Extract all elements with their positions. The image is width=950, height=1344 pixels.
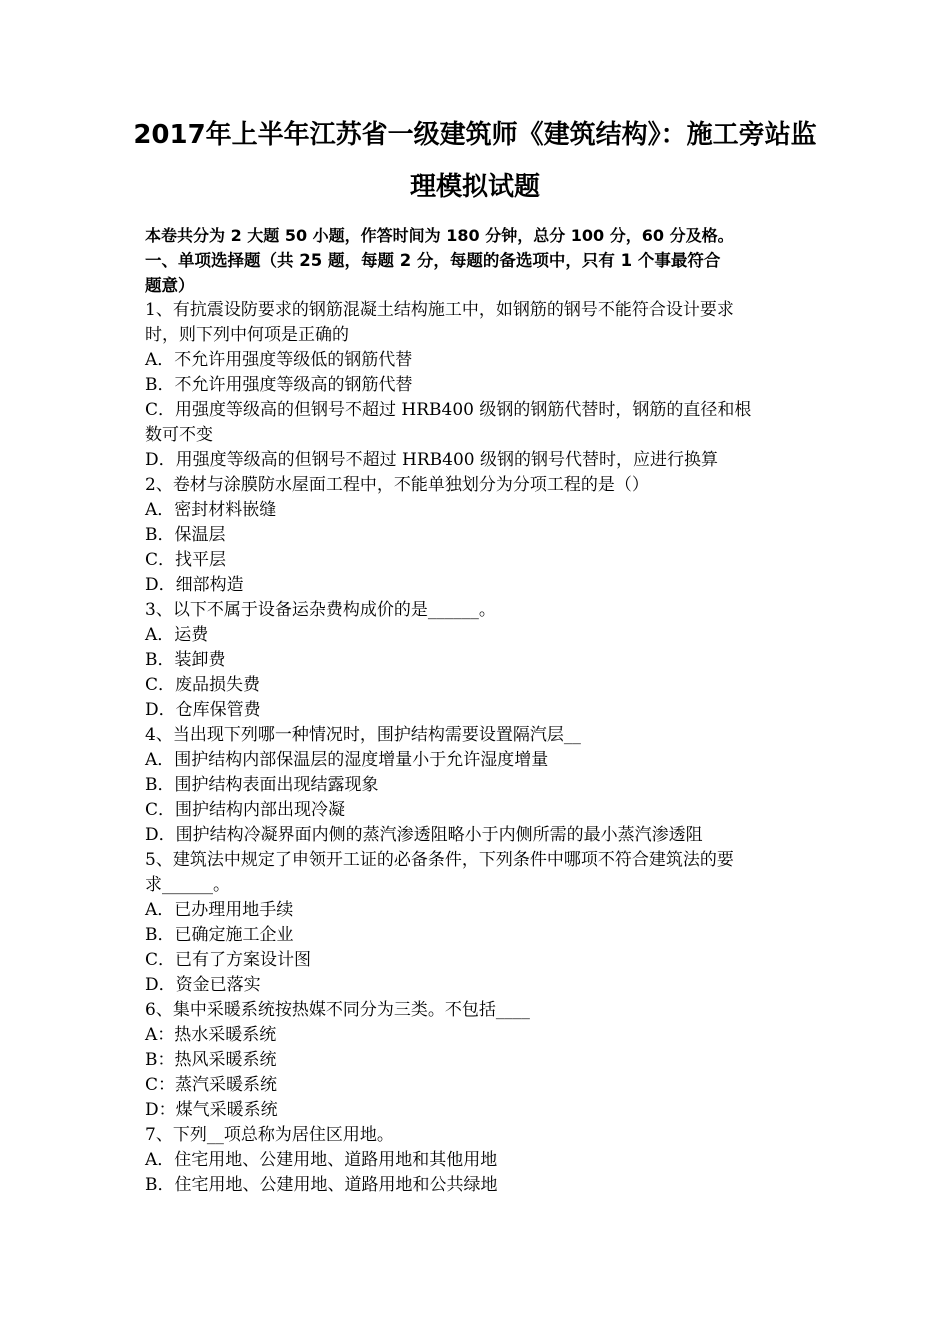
option-line: D．围护结构冷凝界面内侧的蒸汽渗透阻略小于内侧所需的最小蒸汽渗透阻 bbox=[145, 825, 703, 845]
option-line: D：煤气采暖系统 bbox=[145, 1100, 278, 1120]
option-line: D．用强度等级高的但钢号不超过 HRB400 级钢的钢号代替时，应进行换算 bbox=[145, 450, 719, 470]
option-line: C．围护结构内部出现冷凝 bbox=[145, 800, 346, 820]
document-title-line-2: 理模拟试题 bbox=[409, 172, 540, 202]
document-body bbox=[145, 223, 815, 1198]
option-line: B：热风采暖系统 bbox=[145, 1050, 277, 1070]
option-line: B．装卸费 bbox=[145, 650, 226, 670]
question-line: 时，则下列中何项是正确的 bbox=[145, 325, 349, 345]
option-line: 数可不变 bbox=[145, 425, 213, 445]
question-line: 7、下列__项总称为居住区用地。 bbox=[145, 1125, 394, 1145]
option-line: A：热水采暖系统 bbox=[145, 1025, 277, 1045]
option-line: A．已办理用地手续 bbox=[145, 900, 294, 920]
option-line: D．资金已落实 bbox=[145, 975, 261, 995]
option-line: B．保温层 bbox=[145, 525, 226, 545]
option-line: B．围护结构表面出现结露现象 bbox=[145, 775, 379, 795]
option-line: B．不允许用强度等级高的钢筋代替 bbox=[145, 375, 413, 395]
document-title-line-1: 2017年上半年江苏省一级建筑师《建筑结构》：施工旁站监 bbox=[133, 120, 817, 150]
option-line: D．细部构造 bbox=[145, 575, 244, 595]
option-line: A．运费 bbox=[145, 625, 209, 645]
option-line: C．找平层 bbox=[145, 550, 227, 570]
question-line: 2、卷材与涂膜防水屋面工程中，不能单独划分为分项工程的是（） bbox=[145, 475, 649, 495]
option-line: C：蒸汽采暖系统 bbox=[145, 1075, 278, 1095]
question-line: 1、有抗震设防要求的钢筋混凝土结构施工中，如钢筋的钢号不能符合设计要求 bbox=[145, 300, 734, 320]
option-line: A．不允许用强度等级低的钢筋代替 bbox=[145, 350, 413, 370]
exam-intro: 本卷共分为 2 大题 50 小题，作答时间为 180 分钟，总分 100 分，60 分及格。 bbox=[145, 226, 734, 245]
option-line: A．住宅用地、公建用地、道路用地和其他用地 bbox=[145, 1150, 498, 1170]
section-heading-line-1: 一、单项选择题（共 25 题，每题 2 分，每题的备选项中，只有 1 个事最符合 bbox=[145, 251, 721, 270]
option-line: C．用强度等级高的但钢号不超过 HRB400 级钢的钢筋代替时，钢筋的直径和根 bbox=[145, 400, 752, 420]
question-line: 3、以下不属于设备运杂费构成价的是______。 bbox=[145, 600, 496, 620]
option-line: A．围护结构内部保温层的湿度增量小于允许湿度增量 bbox=[145, 750, 549, 770]
question-line: 6、集中采暖系统按热媒不同分为三类。不包括____ bbox=[145, 1000, 530, 1020]
section-heading-line-2: 题意） bbox=[145, 276, 195, 295]
option-line: C．废品损失费 bbox=[145, 675, 261, 695]
question-line: 5、建筑法中规定了申领开工证的必备条件，下列条件中哪项不符合建筑法的要 bbox=[145, 850, 734, 870]
question-line: 4、当出现下列哪一种情况时，围护结构需要设置隔汽层__ bbox=[145, 725, 581, 745]
option-line: B．住宅用地、公建用地、道路用地和公共绿地 bbox=[145, 1175, 498, 1195]
question-line: 求______。 bbox=[145, 875, 230, 895]
option-line: D．仓库保管费 bbox=[145, 700, 261, 720]
option-line: A．密封材料嵌缝 bbox=[145, 500, 277, 520]
option-line: B．已确定施工企业 bbox=[145, 925, 294, 945]
option-line: C．已有了方案设计图 bbox=[145, 950, 312, 970]
